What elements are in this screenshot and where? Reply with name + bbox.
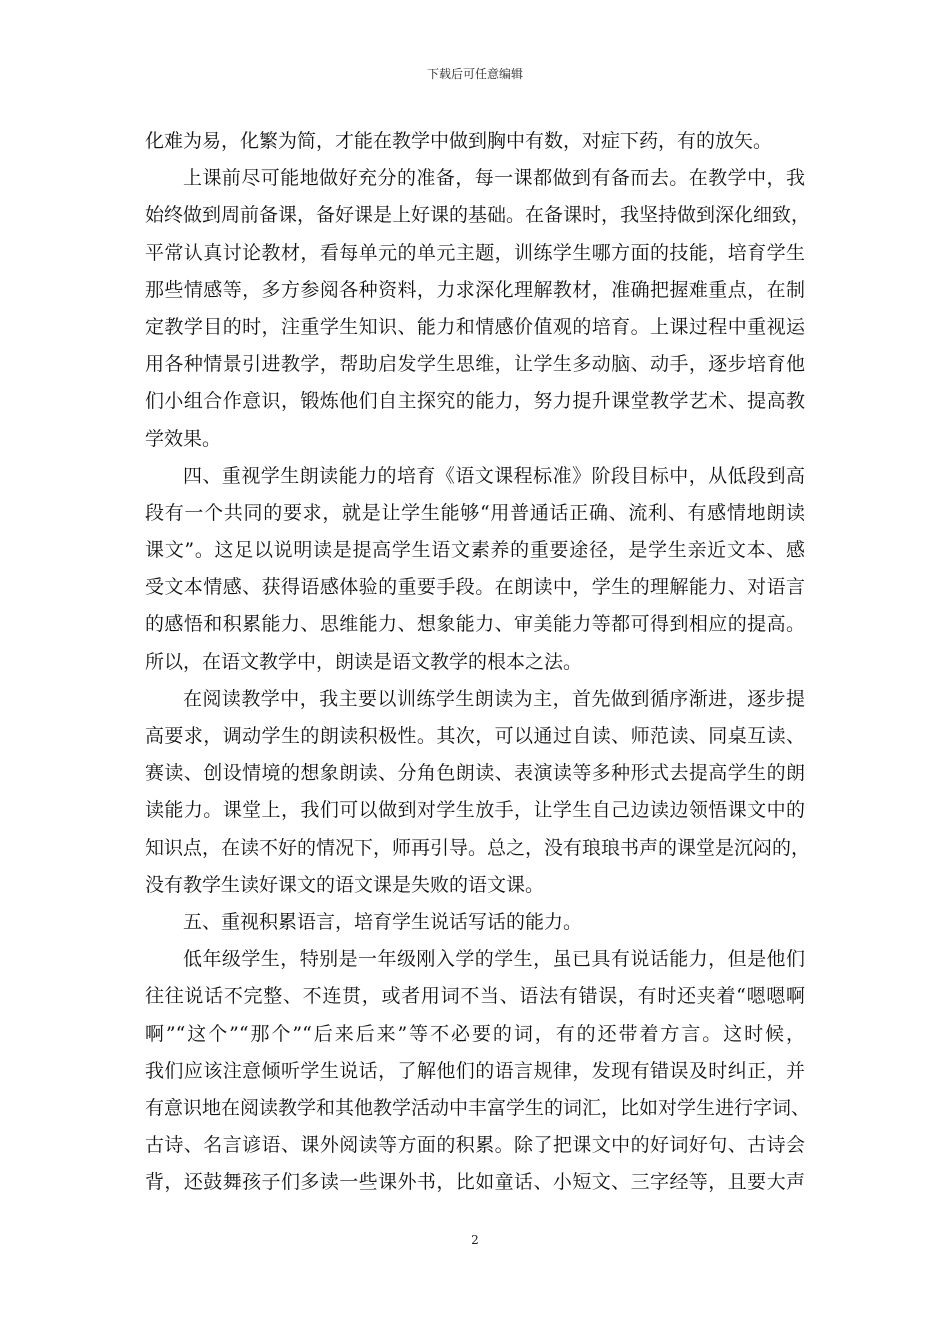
text-line: 我们应该注意倾听学生说话，了解他们的语言规律，发现有错误及时纠正，并 <box>145 1059 805 1082</box>
text-line: 背，还鼓舞孩子们多读一些课外书，比如童话、小短文、三字经等，且要大声 <box>145 1171 805 1194</box>
text-line: 四、重视学生朗读能力的培育《语文课程标准》阶段目标中，从低段到高 <box>183 464 805 487</box>
text-line: 课文”。这足以说明读是提高学生语文素养的重要途径，是学生亲近文本、感 <box>145 539 805 562</box>
text-line: 平常认真讨论教材，看每单元的单元主题，训练学生哪方面的技能，培育学生 <box>145 241 805 264</box>
text-line: 有意识地在阅读教学和其他教学活动中丰富学生的词汇，比如对学生进行字词、 <box>145 1096 811 1119</box>
text-line: 赛读、创设情境的想象朗读、分角色朗读、表演读等多种形式去提高学生的朗 <box>145 762 805 785</box>
text-line: 往往说话不完整、不连贯，或者用词不当、语法有错误，有时还夹着“嗯嗯啊 <box>145 985 805 1008</box>
text-line: 在阅读教学中，我主要以训练学生朗读为主，首先做到循序渐进，逐步提 <box>183 687 805 710</box>
text-line: 古诗、名言谚语、课外阅读等方面的积累。除了把课文中的好词好句、古诗会 <box>145 1134 805 1157</box>
text-line: 定教学目的时，注重学生知识、能力和情感价值观的培育。上课过程中重视运 <box>145 315 805 338</box>
text-line: 读能力。课堂上，我们可以做到对学生放手，让学生自己边读边领悟课文中的 <box>145 799 805 822</box>
page-number: 2 <box>471 1233 479 1247</box>
text-line: 所以，在语文教学中，朗读是语文教学的根本之法。 <box>145 650 583 673</box>
text-line: 用各种情景引进教学，帮助启发学生思维，让学生多动脑、动手，逐步培育他 <box>145 353 805 376</box>
document-body <box>145 123 811 1201</box>
text-line: 知识点，在读不好的情况下，师再引导。总之，没有琅琅书声的课堂是沉闷的， <box>145 836 811 859</box>
text-line: 五、重视积累语言，培育学生说话写话的能力。 <box>183 910 583 933</box>
text-line: 低年级学生，特别是一年级刚入学的学生，虽已具有说话能力，但是他们 <box>183 948 805 971</box>
text-line: 高要求，调动学生的朗读积极性。其次，可以通过自读、师范读、同桌互读、 <box>145 725 805 747</box>
text-line: 化难为易，化繁为简，才能在教学中做到胸中有数，对症下药，有的放矢。 <box>145 130 773 152</box>
text-line: 始终做到周前备课，备好课是上好课的基础。在备课时，我坚持做到深化细致， <box>145 204 811 227</box>
text-line: 受文本情感、获得语感体验的重要手段。在朗读中，学生的理解能力、对语言 <box>145 576 805 599</box>
text-line: 啊”“这个”“那个”“后来后来”等不必要的词，有的还带着方言。这时候， <box>145 1022 805 1045</box>
page-header: 下载后可任意编辑 <box>426 67 523 81</box>
text-line: 上课前尽可能地做好充分的准备，每一课都做到有备而去。在教学中，我 <box>183 167 805 190</box>
text-line: 段有一个共同的要求，就是让学生能够“用普通话正确、流利、有感情地朗读 <box>145 501 805 524</box>
text-line: 没有教学生读好课文的语文课是失败的语文课。 <box>145 873 545 896</box>
text-line: 们小组合作意识，锻炼他们自主探究的能力，努力提升课堂教学艺术、提高教 <box>145 390 805 413</box>
text-line: 那些情感等，多方参阅各种资料，力求深化理解教材，准确把握难重点，在制 <box>145 278 805 301</box>
text-line: 学效果。 <box>145 427 222 450</box>
text-line: 的感悟和积累能力、思维能力、想象能力、审美能力等都可得到相应的提高。 <box>145 613 805 636</box>
